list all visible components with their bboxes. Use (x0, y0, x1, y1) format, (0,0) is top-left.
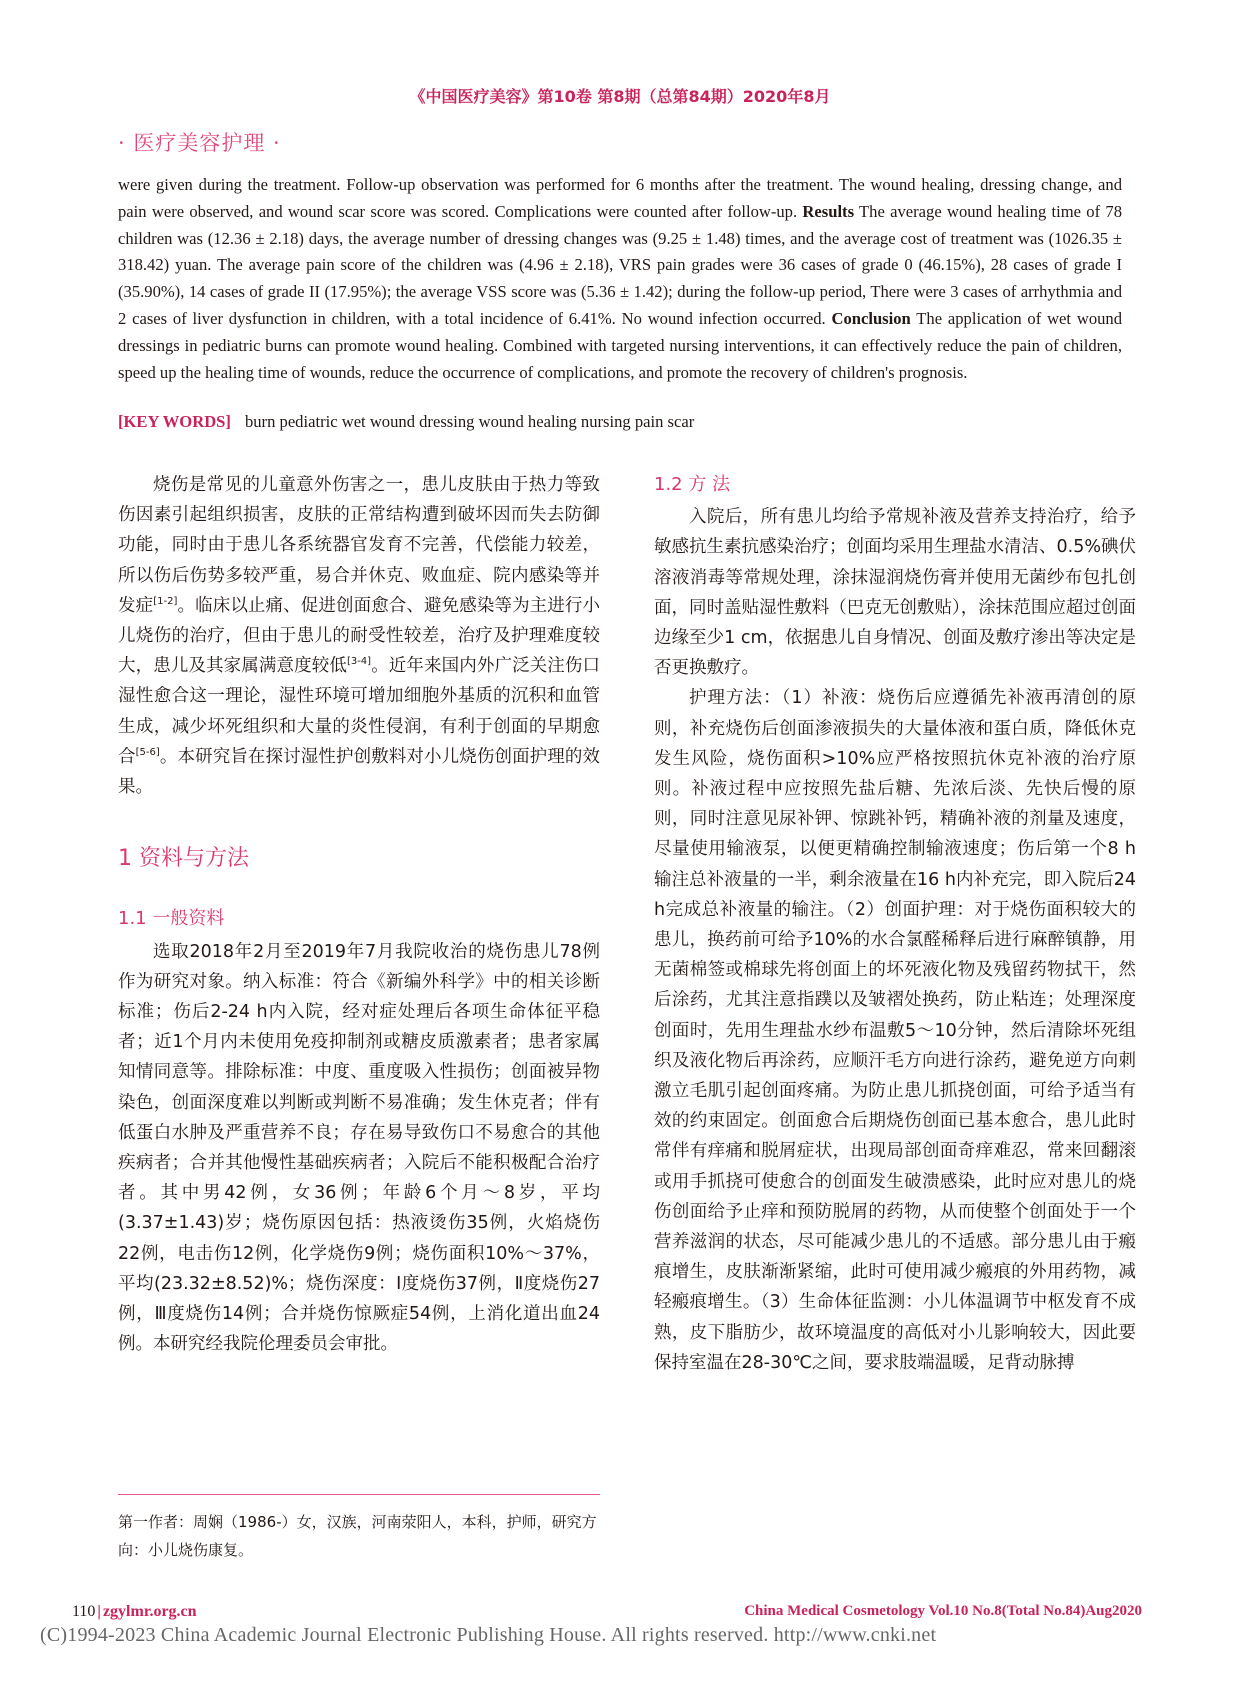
keywords (118, 412, 694, 432)
journal-header: 《中国医疗美容》第10卷 第8期（总第84期）2020年8月 (409, 87, 831, 106)
section-tag: · 医疗美容护理 · (118, 131, 281, 155)
section-heading-1: 1 资料与方法 (118, 846, 249, 872)
nursing-methods-paragraph: 护理方法：（1）补液：烧伤后应遵循先补液再清创的原则，补充烧伤后创面渗液损失的大量体液和蛋白质，降低休克发生风险，烧伤面积>10%应严格按照抗休克补液的治疗原则。补液过程中应按照先盐后糖、先浓后淡、先快后慢的原则，同时注意见尿补钾、惊跳补钙，精确补液的剂量及速度，尽量使用输液泵，以便更精确控制输液速度；伤后第一个8 h输注总补液量的一半，剩余液量在16 h内补充完，即入院后24 h完成总补液量的输注。（2）创面护理：对于烧伤面积较大的患儿，换药前可给予10%的水合氯醛稀释后进行麻醉镇静，用无菌棉签或棉球先将创面上的坏死液化物及残留药物拭干，然后涂药，尤其注意指蹼以及皱褶处换药，防止粘连；处理深度创面时，先用生理盐水纱布温敷5～10分钟，然后清除坏死组织及液化物后再涂药，应顺汗毛方向进行涂药，避免逆方向刺激立毛肌引起创面疼痛。为防止患儿抓挠创面，可给予适当有效的约束固定。创面愈合后期烧伤创面已基本愈合，患儿此时常伴有痒痛和脱屑症状，出现局部创面奇痒难忍，常来回翻滚或用手抓挠可使愈合的创面发生破溃感染，此时应对患儿的烧伤创面给予止痒和预防脱屑的药物，从而使整个创面处于一个营养滋润的状态，尽可能减少患儿的不适感。部分患儿由于瘢痕增生，皮肤渐渐紧缩，此时可使用减少瘢痕的外用药物，减轻瘢痕增生。（3）生命体征监测：小儿体温调节中枢发育不成熟，皮下脂肪少，故环境温度的高低对小儿影响较大，因此要保持室温在28-30℃之间，要求肢端温暖，足背动脉搏 (654, 688, 1136, 1373)
page-number: 110 (72, 1603, 96, 1620)
abstract-part-2: The average wound healing time of 78 children was (12.36 ± 2.18) days, the average number of dressing changes was (9.25 ± 1.48) times, and the average cost of treatment was (1026.35 ± 318.42) yuan. The average pain score of the children was (4.96 ± 2.18), VRS pain grades were 36 cases of grade 0 (46.15%), 28 cases of grade I (35.90%), 14 cases of grade II (17.95%); the average VSS score was (5.36 ± 1.42); during the follow-up period, There were 3 cases of arrhythmia and 2 cases of liver dysfunction in children, with a total incidence of 6.41%. No wound infection occurred. (118, 201, 1122, 328)
abstract-part-3: The application of wet wound dressings in pediatric burns can promote wound healing. Combined with targeted nursing interventions, it can effectively reduce the pain of children, speed up the healing time of wounds, reduce the occurrence of complications, and promote the recovery of children's prognosis. (118, 308, 1123, 382)
author-footnote (118, 1508, 600, 1564)
right-column (654, 470, 1136, 1378)
intro-text-d: 。本研究旨在探讨湿性护创敷料对小儿烧伤创面护理的效果。 (118, 746, 601, 798)
results-label: Results (802, 201, 855, 221)
keywords-label: [KEY WORDS] (118, 412, 231, 431)
keywords-text: burn pediatric wet wound dressing wound healing nursing pain scar (244, 412, 695, 431)
subsection-heading-1-1: 1.1 一般资料 (118, 908, 225, 930)
footer-divider: | (97, 1603, 101, 1620)
english-abstract (118, 172, 1122, 386)
footnote-text: 周娴（1986-）女，汉族，河南荥阳人，本科，护师，研究方向：小儿烧伤康复。 (118, 1513, 597, 1559)
left-column (118, 470, 600, 1359)
conclusion-label: Conclusion (831, 308, 911, 328)
intro-text-a: 烧伤是常见的儿童意外伤害之一，患儿皮肤由于热力等致伤因素引起组织损害，皮肤的正常结构遭到破坏因而失去防御功能，同时由于患儿各系统器官发育不完善，代偿能力较差，所以伤后伤势多较严重，易合并休克、败血症、院内感染等并发症 (118, 475, 600, 616)
copyright-line: (C)1994-2023 China Academic Journal Electronic Publishing House. All rights reserved. http://www.cnki.net (40, 1624, 937, 1646)
abstract-part-1: were given during the treatment. Follow-up observation was performed for 6 months after the treatment. The wound healing, dressing change, and pain were observed, and wound scar score was scored. Complications were counted after follow-up. (118, 175, 1122, 221)
journal-site: zgylmr.org.cn (102, 1603, 197, 1620)
intro-paragraph (118, 470, 600, 802)
citation-1: [1-2] (153, 595, 178, 607)
footer-left (72, 1603, 197, 1621)
citation-3: [5-6] (135, 747, 160, 758)
methods-paragraph: 入院后，所有患儿均给予常规补液及营养支持治疗，给予敏感抗生素抗感染治疗；创面均采用生理盐水清洁、0.5%碘伏溶液消毒等常规处理，涂抹湿润烧伤膏并使用无菌纱布包扎创面，同时盖贴湿性敷料（巴克无创敷贴），涂抹范围应超过创面边缘至少1 cm，依据患儿自身情况、创面及敷疗渗出等决定是否更换敷疗。 (654, 507, 1136, 679)
citation-2: [3-4] (346, 656, 372, 668)
journal-english-title: China Medical Cosmetology Vol.10 No.8(Total No.84)Aug2020 (744, 1603, 1142, 1619)
footnote-label: 第一作者： (118, 1513, 194, 1531)
subsection-heading-1-2: 1.2 方 法 (654, 474, 731, 495)
intro-text-c: 。近年来国内外广泛关注伤口湿性愈合这一理论，湿性环境可增加细胞外基质的沉积和血管生成，减少坏死组织和大量的炎性侵润，有利于创面的早期愈合 (118, 656, 601, 767)
intro-text-b: 。临床以止痛、促进创面愈合、避免感染等为主进行小儿烧伤的治疗，但由于患儿的耐受性较差，治疗及护理难度较大，患儿及其家属满意度较低 (118, 595, 601, 677)
general-data-paragraph: 选取2018年2月至2019年7月我院收治的烧伤患儿78例作为研究对象。纳入标准：符合《新编外科学》中的相关诊断标准；伤后2-24 h内入院，经对症处理后各项生命体征平稳者；近1个月内未使用免疫抑制剂或糖皮质激素者；患者家属知情同意等。排除标准：中度、重度吸入性损伤；创面被异物染色，创面深度难以判断或判断不易准确；发生休克者；伴有低蛋白水肿及严重营养不良；存在易导致伤口不易愈合的其他疾病者；合并其他慢性基础疾病者；入院后不能积极配合治疗者。其中男42例，女36例；年龄6个月～8岁，平均(3.37±1.43)岁；烧伤原因包括：热液烫伤35例，火焰烧伤22例，电击伤12例，化学烧伤9例；烧伤面积10%～37%，平均(23.32±8.52)%；烧伤深度：Ⅰ度烧伤37例，Ⅱ度烧伤27例，Ⅲ度烧伤14例；合并烧伤惊厥症54例，上消化道出血24例。本研究经我院伦理委员会审批。 (118, 941, 600, 1355)
footnote-divider (118, 1494, 600, 1495)
